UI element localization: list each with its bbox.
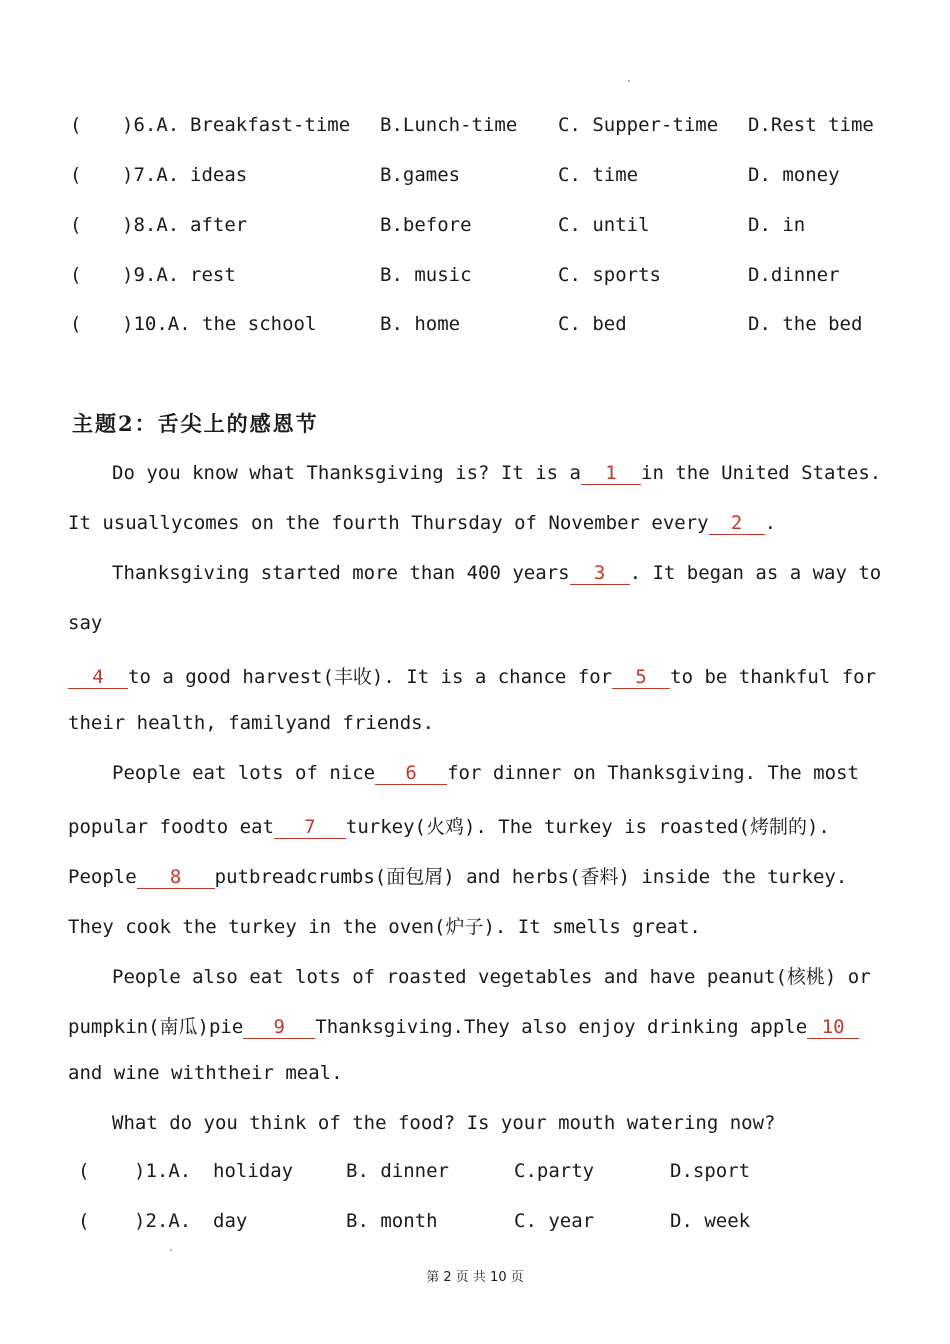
option-b: B. home (380, 313, 461, 335)
answer-paren: ( (70, 214, 82, 236)
passage-line: pumpkin(南瓜)pie 9 Thanksgiving.They also enjoy drinking apple 10 (68, 1012, 859, 1039)
answer-paren: ( (70, 114, 82, 136)
passage-line: popular foodto eat 7 turkey(火鸡). The turkey is roasted(烤制的). (68, 816, 830, 838)
option-c: C. bed (558, 313, 627, 335)
option-d: D. week (670, 1210, 751, 1232)
question-row (0, 1160, 950, 1190)
scan-dot (170, 1249, 172, 1251)
answer-paren: ( (78, 1160, 90, 1182)
question-number: )2.A. (134, 1210, 192, 1232)
option-b: B.before (380, 214, 472, 236)
scan-dot (628, 80, 630, 82)
option-d: D.dinner (748, 264, 840, 286)
option-d: D. the bed (748, 313, 863, 335)
option-a: the school (202, 313, 317, 335)
option-c: C.party (514, 1160, 595, 1182)
passage-line: 4 to a good harvest(丰收). It is a chance for 5 to be thankful for (68, 662, 876, 689)
blank-2[interactable]: 2 (709, 512, 765, 535)
option-a: ideas (190, 164, 248, 186)
question-row (0, 313, 950, 343)
blank-7[interactable]: 7 (274, 816, 346, 839)
blank-4[interactable]: 4 (68, 666, 128, 689)
passage-line: People 8 putbreadcrumbs(面包屑) and herbs(香料) inside the turkey. (68, 866, 848, 888)
passage-line: It usuallycomes on the fourth Thursday of November every 2 . (68, 512, 777, 534)
option-d: D. money (748, 164, 840, 186)
blank-10[interactable]: 10 (807, 1016, 859, 1039)
blank-6[interactable]: 6 (375, 762, 447, 785)
passage-line: People also eat lots of roasted vegetables and have peanut(核桃) or (112, 966, 871, 988)
passage-line: say (68, 612, 103, 634)
option-a: rest (190, 264, 236, 286)
option-b: B. dinner (346, 1160, 449, 1182)
question-number: )7.A. (122, 164, 180, 186)
question-number: )1.A. (134, 1160, 192, 1182)
blank-8[interactable]: 8 (137, 866, 215, 889)
passage-line: People eat lots of nice 6 for dinner on Thanksgiving. The most (112, 762, 859, 784)
question-number: )10.A. (122, 313, 191, 335)
option-d: D.sport (670, 1160, 751, 1182)
passage-line: and wine withtheir meal. (68, 1062, 343, 1084)
blank-9[interactable]: 9 (243, 1016, 315, 1039)
option-b: B. music (380, 264, 472, 286)
question-row (0, 214, 950, 244)
passage-line: What do you think of the food? Is your mouth watering now? (112, 1112, 776, 1134)
answer-paren: ( (70, 264, 82, 286)
question-number: )8.A. (122, 214, 180, 236)
option-d: D. in (748, 214, 806, 236)
option-c: C. sports (558, 264, 661, 286)
option-b: B.games (380, 164, 461, 186)
question-number: )6.A. (122, 114, 180, 136)
passage-line: They cook the turkey in the oven(炉子). It smells great. (68, 916, 701, 938)
option-a: after (190, 214, 248, 236)
passage-line: Do you know what Thanksgiving is? It is a 1 in the United States. (112, 462, 882, 484)
option-d: D.Rest time (748, 114, 874, 136)
option-c: C. time (558, 164, 639, 186)
question-row (0, 264, 950, 294)
option-a: day (213, 1210, 248, 1232)
section-heading: 主题2：舌尖上的感恩节 (72, 411, 319, 436)
blank-5[interactable]: 5 (612, 666, 670, 689)
blank-1[interactable]: 1 (581, 462, 641, 485)
question-row (0, 164, 950, 194)
option-c: C. Supper-time (558, 114, 719, 136)
option-b: B. month (346, 1210, 438, 1232)
option-a: holiday (213, 1160, 294, 1182)
answer-paren: ( (78, 1210, 90, 1232)
passage-line: their health, familyand friends. (68, 712, 435, 734)
option-c: C. until (558, 214, 650, 236)
option-a: Breakfast-time (190, 114, 351, 136)
answer-paren: ( (70, 164, 82, 186)
question-row (0, 1210, 950, 1240)
question-row (0, 114, 950, 144)
option-b: B.Lunch-time (380, 114, 518, 136)
page-footer: 第 2 页 共 10 页 (426, 1270, 524, 1285)
question-number: )9.A. (122, 264, 180, 286)
answer-paren: ( (70, 313, 82, 335)
blank-3[interactable]: 3 (570, 562, 630, 585)
passage-line: Thanksgiving started more than 400 years 3 . It began as a way to (112, 562, 882, 584)
option-c: C. year (514, 1210, 595, 1232)
